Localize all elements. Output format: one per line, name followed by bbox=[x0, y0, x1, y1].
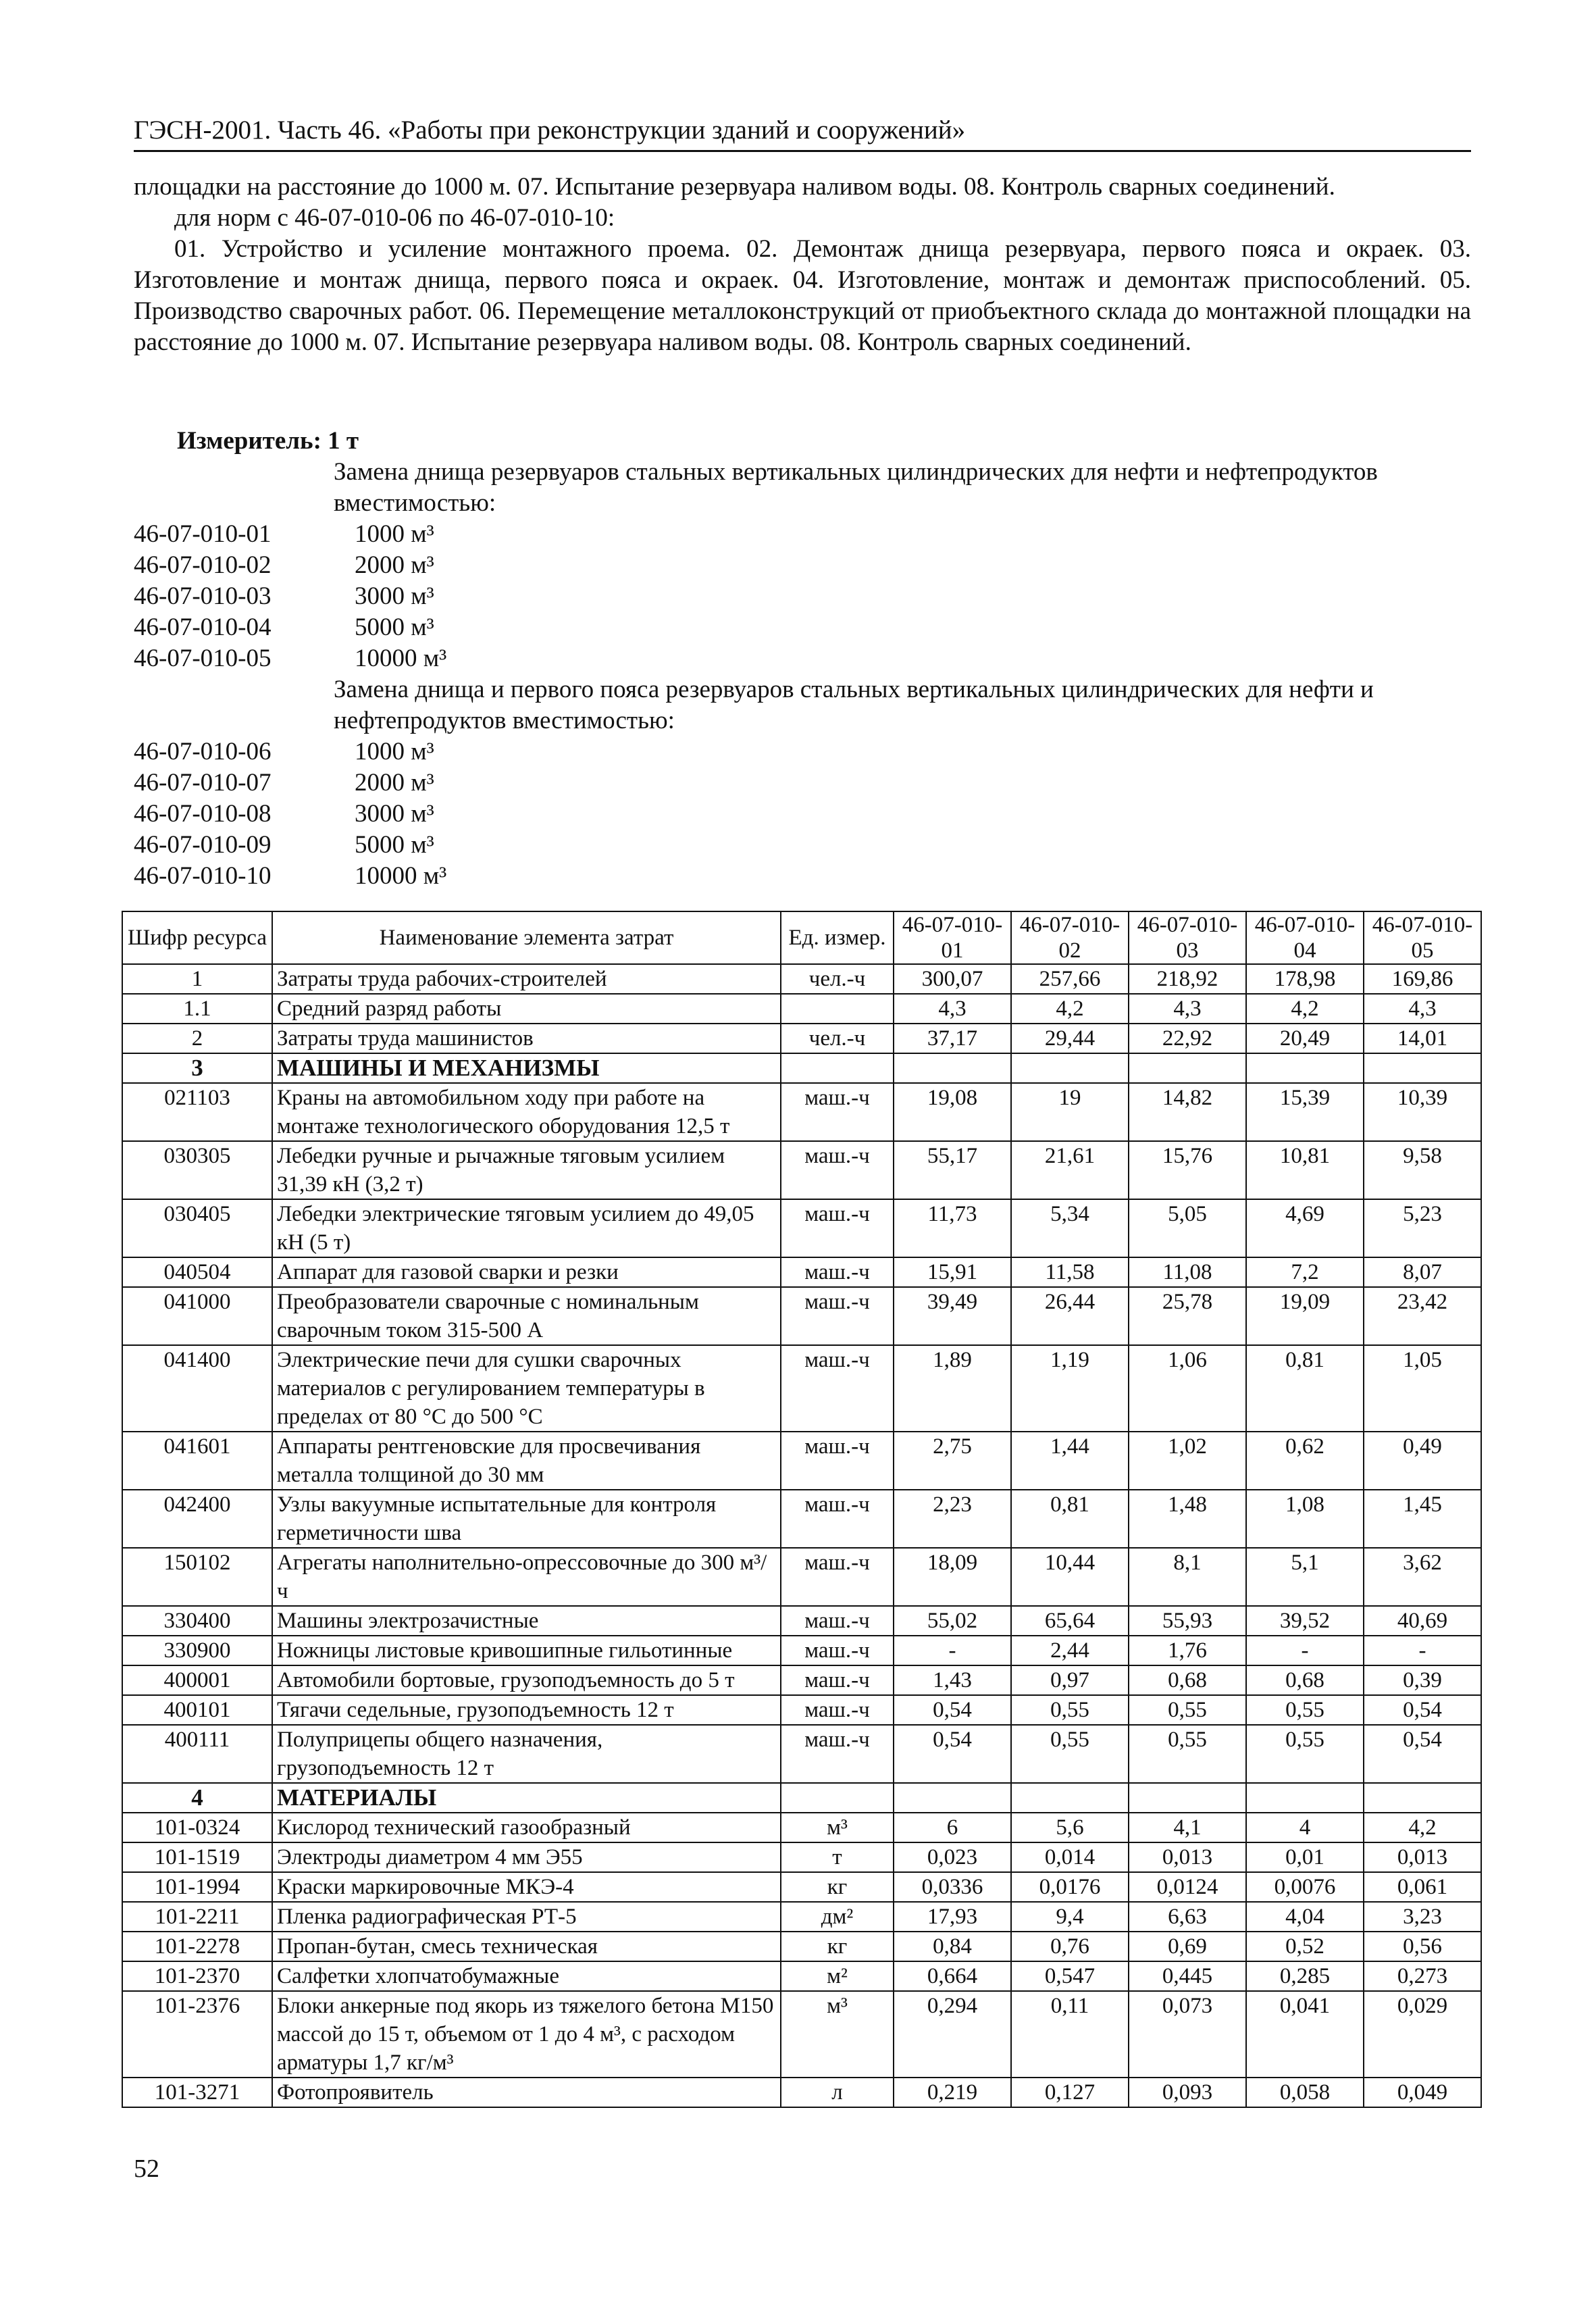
norm-value: 0,058 bbox=[1246, 2078, 1364, 2107]
norm-code-row bbox=[134, 643, 1478, 674]
norm-code: 46-07-010-02 bbox=[134, 551, 272, 579]
table-row bbox=[122, 2078, 1481, 2107]
norm-value: 23,42 bbox=[1364, 1287, 1481, 1345]
norm-value bbox=[894, 1053, 1011, 1083]
unit-cell: м³ bbox=[781, 1991, 894, 2078]
norm-value bbox=[1011, 1783, 1129, 1813]
norm-value: 0,013 bbox=[1129, 1842, 1246, 1872]
cost-element-name: Узлы вакуумные испытательные для контроля герметичности шва bbox=[272, 1490, 781, 1548]
resource-code: 042400 bbox=[122, 1490, 272, 1548]
norm-value: 0,55 bbox=[1011, 1695, 1129, 1725]
norm-value: 169,86 bbox=[1364, 964, 1481, 994]
norm-value: 14,01 bbox=[1364, 1024, 1481, 1053]
resource-code: 400111 bbox=[122, 1725, 272, 1783]
capacity: 10000 м³ bbox=[355, 862, 447, 890]
norm-value: 5,1 bbox=[1246, 1548, 1364, 1606]
norm-value bbox=[1246, 1053, 1364, 1083]
unit-cell: маш.-ч bbox=[781, 1490, 894, 1548]
norm-value: 0,69 bbox=[1129, 1932, 1246, 1961]
norm-value: 0,68 bbox=[1246, 1665, 1364, 1695]
resource-code: 101-2211 bbox=[122, 1902, 272, 1932]
norm-value: 0,0176 bbox=[1011, 1872, 1129, 1902]
norm-value: 0,041 bbox=[1246, 1991, 1364, 2078]
cost-element-name: Затраты труда машинистов bbox=[272, 1024, 781, 1053]
norm-value: 55,93 bbox=[1129, 1606, 1246, 1636]
unit-cell bbox=[781, 1053, 894, 1083]
norm-value: 1,06 bbox=[1129, 1345, 1246, 1432]
unit-cell: маш.-ч bbox=[781, 1345, 894, 1432]
norm-code-row bbox=[134, 550, 1478, 581]
norm-value: 218,92 bbox=[1129, 964, 1246, 994]
norm-code: 46-07-010-01 bbox=[134, 520, 272, 548]
group-title: Замена днища и первого пояса резервуаров стальных вертикальных цилиндрических для нефти и нефтепродуктов вместимостью: bbox=[334, 676, 1374, 734]
norm-value: 0,061 bbox=[1364, 1872, 1481, 1902]
cost-element-name: Полуприцепы общего назначения, грузоподъемность 12 т bbox=[272, 1725, 781, 1783]
norm-code-row bbox=[134, 768, 1478, 799]
norm-value: 15,76 bbox=[1129, 1141, 1246, 1199]
norm-value: 0,62 bbox=[1246, 1432, 1364, 1490]
norm-value: 1,89 bbox=[894, 1345, 1011, 1432]
table-row bbox=[122, 1636, 1481, 1665]
norm-value: 0,127 bbox=[1011, 2078, 1129, 2107]
norm-value: 7,2 bbox=[1246, 1257, 1364, 1287]
capacity: 5000 м³ bbox=[355, 613, 434, 641]
col-header-norm: 46-07-010-05 bbox=[1364, 911, 1481, 964]
unit-cell: маш.-ч bbox=[781, 1287, 894, 1345]
norm-codes-list bbox=[134, 457, 1478, 892]
norm-value: 1,19 bbox=[1011, 1345, 1129, 1432]
cost-element-name: Преобразователи сварочные с номинальным сварочным током 315-500 А bbox=[272, 1287, 781, 1345]
norm-code-row bbox=[134, 612, 1478, 643]
table-row bbox=[122, 1083, 1481, 1141]
norm-value: 0,76 bbox=[1011, 1932, 1129, 1961]
norm-value: 4,3 bbox=[1129, 994, 1246, 1024]
unit-cell bbox=[781, 1783, 894, 1813]
table-row bbox=[122, 1053, 1481, 1083]
norm-value bbox=[894, 1783, 1011, 1813]
table-row bbox=[122, 1961, 1481, 1991]
col-header-norm: 46-07-010-01 bbox=[894, 911, 1011, 964]
norm-value bbox=[1129, 1783, 1246, 1813]
resource-code: 101-1994 bbox=[122, 1872, 272, 1902]
norm-value: 0,97 bbox=[1011, 1665, 1129, 1695]
col-header-name: Наименование элемента затрат bbox=[272, 911, 781, 964]
norm-value: 1,48 bbox=[1129, 1490, 1246, 1548]
unit-cell: м³ bbox=[781, 1813, 894, 1842]
norm-code: 46-07-010-08 bbox=[134, 800, 272, 828]
cost-element-name: Кислород технический газообразный bbox=[272, 1813, 781, 1842]
cost-element-name: Автомобили бортовые, грузоподъемность до 5 т bbox=[272, 1665, 781, 1695]
resource-code: 400001 bbox=[122, 1665, 272, 1695]
norm-value: 14,82 bbox=[1129, 1083, 1246, 1141]
norm-value: 0,54 bbox=[1364, 1695, 1481, 1725]
norm-value: 8,07 bbox=[1364, 1257, 1481, 1287]
group-title: Замена днища резервуаров стальных вертикальных цилиндрических для нефти и нефтепродуктов вместимостью: bbox=[334, 458, 1378, 517]
capacity: 2000 м³ bbox=[355, 769, 434, 797]
capacity: 10000 м³ bbox=[355, 645, 447, 672]
norm-value: 1,02 bbox=[1129, 1432, 1246, 1490]
cost-element-name: Аппараты рентгеновские для просвечивания металла толщиной до 30 мм bbox=[272, 1432, 781, 1490]
norm-value: 10,39 bbox=[1364, 1083, 1481, 1141]
norm-value: 0,0336 bbox=[894, 1872, 1011, 1902]
table-header-row bbox=[122, 911, 1481, 964]
norm-code-row bbox=[134, 581, 1478, 612]
norm-value: 0,049 bbox=[1364, 2078, 1481, 2107]
unit-cell: маш.-ч bbox=[781, 1432, 894, 1490]
norm-value: 0,84 bbox=[894, 1932, 1011, 1961]
cost-element-name: Пропан-бутан, смесь техническая bbox=[272, 1932, 781, 1961]
unit-cell: маш.-ч bbox=[781, 1199, 894, 1257]
cost-element-name: Краны на автомобильном ходу при работе на монтаже технологического оборудования 12,5 т bbox=[272, 1083, 781, 1141]
work-description bbox=[134, 172, 1471, 358]
norm-value: 21,61 bbox=[1011, 1141, 1129, 1199]
norm-value: 1,44 bbox=[1011, 1432, 1129, 1490]
unit-cell: маш.-ч bbox=[781, 1257, 894, 1287]
norm-value bbox=[1364, 1783, 1481, 1813]
unit-cell: кг bbox=[781, 1872, 894, 1902]
norm-value: 55,02 bbox=[894, 1606, 1011, 1636]
col-header-unit: Ед. измер. bbox=[781, 911, 894, 964]
norm-value: 17,93 bbox=[894, 1902, 1011, 1932]
norm-value: 4,1 bbox=[1129, 1813, 1246, 1842]
table-row bbox=[122, 1665, 1481, 1695]
norm-value: 0,39 bbox=[1364, 1665, 1481, 1695]
col-header-norm: 46-07-010-03 bbox=[1129, 911, 1246, 964]
norm-value: 4,69 bbox=[1246, 1199, 1364, 1257]
norm-value: 20,49 bbox=[1246, 1024, 1364, 1053]
norm-code-row bbox=[134, 736, 1478, 768]
norm-value: 0,56 bbox=[1364, 1932, 1481, 1961]
norm-value: 0,81 bbox=[1011, 1490, 1129, 1548]
resource-code: 1 bbox=[122, 964, 272, 994]
norm-code-row bbox=[134, 830, 1478, 861]
resource-code: 041601 bbox=[122, 1432, 272, 1490]
table-row bbox=[122, 1287, 1481, 1345]
norm-value: 1,05 bbox=[1364, 1345, 1481, 1432]
norm-value: 5,23 bbox=[1364, 1199, 1481, 1257]
cost-element-name: Электрические печи для сушки сварочных материалов с регулированием температуры в пределах от 80 °С до 500 °С bbox=[272, 1345, 781, 1432]
capacity: 3000 м³ bbox=[355, 582, 434, 610]
cost-element-name: Блоки анкерные под якорь из тяжелого бетона М150 массой до 15 т, объемом от 1 до 4 м³, с расходом арматуры 1,7 кг/м³ bbox=[272, 1991, 781, 2078]
resource-code: 041000 bbox=[122, 1287, 272, 1345]
resource-code: 101-0324 bbox=[122, 1813, 272, 1842]
norm-value: 4,2 bbox=[1364, 1813, 1481, 1842]
norm-value: 0,664 bbox=[894, 1961, 1011, 1991]
norm-value: 0,445 bbox=[1129, 1961, 1246, 1991]
unit-cell: м² bbox=[781, 1961, 894, 1991]
table-row bbox=[122, 1842, 1481, 1872]
resource-code: 101-2370 bbox=[122, 1961, 272, 1991]
resource-code: 101-3271 bbox=[122, 2078, 272, 2107]
norm-value: 300,07 bbox=[894, 964, 1011, 994]
norm-value: 0,54 bbox=[894, 1695, 1011, 1725]
resource-code: 2 bbox=[122, 1024, 272, 1053]
cost-element-name: МАТЕРИАЛЫ bbox=[272, 1783, 781, 1813]
table-row bbox=[122, 1024, 1481, 1053]
unit-cell: маш.-ч bbox=[781, 1141, 894, 1199]
norm-value: 3,62 bbox=[1364, 1548, 1481, 1606]
norm-value: 39,49 bbox=[894, 1287, 1011, 1345]
norm-code: 46-07-010-09 bbox=[134, 831, 272, 859]
unit-cell: маш.-ч bbox=[781, 1665, 894, 1695]
norm-value: 0,073 bbox=[1129, 1991, 1246, 2078]
norm-value: 0,55 bbox=[1246, 1725, 1364, 1783]
norm-value: - bbox=[894, 1636, 1011, 1665]
norm-value: 1,76 bbox=[1129, 1636, 1246, 1665]
table-row bbox=[122, 1902, 1481, 1932]
norm-value: 18,09 bbox=[894, 1548, 1011, 1606]
table-body bbox=[122, 964, 1481, 2107]
capacity: 2000 м³ bbox=[355, 551, 434, 579]
norm-value: 8,1 bbox=[1129, 1548, 1246, 1606]
norm-value: 19 bbox=[1011, 1083, 1129, 1141]
cost-element-name: Электроды диаметром 4 мм Э55 bbox=[272, 1842, 781, 1872]
col-header-norm: 46-07-010-02 bbox=[1011, 911, 1129, 964]
norm-value: 5,34 bbox=[1011, 1199, 1129, 1257]
unit-cell: маш.-ч bbox=[781, 1636, 894, 1665]
norm-value: 0,219 bbox=[894, 2078, 1011, 2107]
norm-value: 0,54 bbox=[894, 1725, 1011, 1783]
norm-value: 0,029 bbox=[1364, 1991, 1481, 2078]
norm-value: 19,08 bbox=[894, 1083, 1011, 1141]
norm-value: 4,2 bbox=[1246, 994, 1364, 1024]
norm-value: 0,52 bbox=[1246, 1932, 1364, 1961]
norm-code-row bbox=[134, 861, 1478, 892]
norm-value: 39,52 bbox=[1246, 1606, 1364, 1636]
norm-value: 5,6 bbox=[1011, 1813, 1129, 1842]
capacity: 1000 м³ bbox=[355, 520, 434, 548]
norm-code: 46-07-010-04 bbox=[134, 613, 272, 641]
norm-value: 0,023 bbox=[894, 1842, 1011, 1872]
norm-value: 0,294 bbox=[894, 1991, 1011, 2078]
table-row bbox=[122, 1695, 1481, 1725]
cost-element-name: Краски маркировочные МКЭ-4 bbox=[272, 1872, 781, 1902]
norm-value: 40,69 bbox=[1364, 1606, 1481, 1636]
norm-value bbox=[1129, 1053, 1246, 1083]
cost-element-name: Тягачи седельные, грузоподъемность 12 т bbox=[272, 1695, 781, 1725]
table-row bbox=[122, 1783, 1481, 1813]
cost-element-name: Агрегаты наполнительно-опрессовочные до 300 м³/ч bbox=[272, 1548, 781, 1606]
unit-cell: чел.-ч bbox=[781, 964, 894, 994]
norm-value: 0,68 bbox=[1129, 1665, 1246, 1695]
cost-element-name: Салфетки хлопчатобумажные bbox=[272, 1961, 781, 1991]
norm-value: 0,55 bbox=[1129, 1725, 1246, 1783]
norm-value: 0,093 bbox=[1129, 2078, 1246, 2107]
norm-value bbox=[1246, 1783, 1364, 1813]
norm-value: 4,2 bbox=[1011, 994, 1129, 1024]
unit-cell bbox=[781, 994, 894, 1024]
table-row bbox=[122, 1725, 1481, 1783]
unit-cell: маш.-ч bbox=[781, 1548, 894, 1606]
cost-element-name: Пленка радиографическая РТ-5 bbox=[272, 1902, 781, 1932]
page-number: 52 bbox=[134, 2155, 159, 2183]
resource-code: 021103 bbox=[122, 1083, 272, 1141]
norm-value: 29,44 bbox=[1011, 1024, 1129, 1053]
table-row bbox=[122, 1813, 1481, 1842]
col-header-code: Шифр ресурса bbox=[122, 911, 272, 964]
norm-value: 15,39 bbox=[1246, 1083, 1364, 1141]
table-row bbox=[122, 1345, 1481, 1432]
cost-element-name: Аппарат для газовой сварки и резки bbox=[272, 1257, 781, 1287]
resource-norms-table bbox=[122, 911, 1482, 2108]
norm-value: 4,04 bbox=[1246, 1902, 1364, 1932]
resource-code: 040504 bbox=[122, 1257, 272, 1287]
norm-value: 257,66 bbox=[1011, 964, 1129, 994]
resource-code: 041400 bbox=[122, 1345, 272, 1432]
resource-code: 101-2376 bbox=[122, 1991, 272, 2078]
norm-value: 11,08 bbox=[1129, 1257, 1246, 1287]
norm-code: 46-07-010-10 bbox=[134, 862, 272, 890]
cost-element-name: МАШИНЫ И МЕХАНИЗМЫ bbox=[272, 1053, 781, 1083]
table-row bbox=[122, 1432, 1481, 1490]
norm-value: 0,11 bbox=[1011, 1991, 1129, 2078]
cost-element-name: Средний разряд работы bbox=[272, 994, 781, 1024]
norm-value bbox=[1011, 1053, 1129, 1083]
norm-value: 10,81 bbox=[1246, 1141, 1364, 1199]
norm-value: 2,75 bbox=[894, 1432, 1011, 1490]
intro-paragraph-1: площадки на расстояние до 1000 м. 07. Испытание резервуара наливом воды. 08. Контроль сварных соединений. bbox=[134, 173, 1335, 201]
unit-cell: л bbox=[781, 2078, 894, 2107]
table-row bbox=[122, 994, 1481, 1024]
norm-value: 1,43 bbox=[894, 1665, 1011, 1695]
cost-element-name: Машины электрозачистные bbox=[272, 1606, 781, 1636]
norm-value: 1,08 bbox=[1246, 1490, 1364, 1548]
resource-code: 330900 bbox=[122, 1636, 272, 1665]
resource-code: 4 bbox=[122, 1783, 272, 1813]
table-row bbox=[122, 1872, 1481, 1902]
norm-value: 11,58 bbox=[1011, 1257, 1129, 1287]
unit-cell: т bbox=[781, 1842, 894, 1872]
cost-element-name: Фотопроявитель bbox=[272, 2078, 781, 2107]
resource-code: 1.1 bbox=[122, 994, 272, 1024]
cost-element-name: Лебедки электрические тяговым усилием до 49,05 кН (5 т) bbox=[272, 1199, 781, 1257]
table-row bbox=[122, 1141, 1481, 1199]
unit-cell: чел.-ч bbox=[781, 1024, 894, 1053]
resource-code: 3 bbox=[122, 1053, 272, 1083]
norm-value: 0,81 bbox=[1246, 1345, 1364, 1432]
table-row bbox=[122, 1490, 1481, 1548]
resource-code: 101-2278 bbox=[122, 1932, 272, 1961]
norm-value: 6 bbox=[894, 1813, 1011, 1842]
norm-value: 65,64 bbox=[1011, 1606, 1129, 1636]
resource-code: 030405 bbox=[122, 1199, 272, 1257]
intro-paragraph-3: 01. Устройство и усиление монтажного проема. 02. Демонтаж днища резервуара, первого пояса и окраек. 03. Изготовление и монтаж днища, первого пояса и окраек. 04. Изготовление, монтаж и демонтаж приспособлений. 05. Производство сварочных работ. 06. Перемещение металлоконструкций от приобъектного склада до монтажной площадки на расстояние до 1000 м. 07. Испытание резервуара наливом воды. 08. Контроль сварных соединений. bbox=[134, 235, 1471, 356]
norm-value: 9,58 bbox=[1364, 1141, 1481, 1199]
norm-value: 26,44 bbox=[1011, 1287, 1129, 1345]
unit-cell: дм² bbox=[781, 1902, 894, 1932]
intro-paragraph-2: для норм с 46-07-010-06 по 46-07-010-10: bbox=[174, 204, 615, 232]
cost-element-name: Ножницы листовые кривошипные гильотинные bbox=[272, 1636, 781, 1665]
norm-value: 0,013 bbox=[1364, 1842, 1481, 1872]
norm-value: 1,45 bbox=[1364, 1490, 1481, 1548]
norm-value: - bbox=[1246, 1636, 1364, 1665]
norm-value bbox=[1364, 1053, 1481, 1083]
table-row bbox=[122, 1991, 1481, 2078]
norm-value: 10,44 bbox=[1011, 1548, 1129, 1606]
norm-value: 0,273 bbox=[1364, 1961, 1481, 1991]
norm-value: 2,23 bbox=[894, 1490, 1011, 1548]
norm-value: 15,91 bbox=[894, 1257, 1011, 1287]
unit-cell: маш.-ч bbox=[781, 1606, 894, 1636]
unit-cell: маш.-ч bbox=[781, 1725, 894, 1783]
norm-value: 19,09 bbox=[1246, 1287, 1364, 1345]
norm-value: 9,4 bbox=[1011, 1902, 1129, 1932]
norm-value: 178,98 bbox=[1246, 964, 1364, 994]
norm-value: 22,92 bbox=[1129, 1024, 1246, 1053]
norm-value: 5,05 bbox=[1129, 1199, 1246, 1257]
norm-value: 0,014 bbox=[1011, 1842, 1129, 1872]
table-row bbox=[122, 1932, 1481, 1961]
norm-value: 0,54 bbox=[1364, 1725, 1481, 1783]
norm-value: 3,23 bbox=[1364, 1902, 1481, 1932]
col-header-norm: 46-07-010-04 bbox=[1246, 911, 1364, 964]
table-row bbox=[122, 1548, 1481, 1606]
unit-cell: маш.-ч bbox=[781, 1083, 894, 1141]
norm-value: 4,3 bbox=[894, 994, 1011, 1024]
norm-value: - bbox=[1364, 1636, 1481, 1665]
running-header: ГЭСН-2001. Часть 46. «Работы при реконструкции зданий и сооружений» bbox=[134, 114, 1471, 152]
norm-code: 46-07-010-07 bbox=[134, 769, 272, 797]
unit-cell: кг bbox=[781, 1932, 894, 1961]
norm-value: 0,55 bbox=[1246, 1695, 1364, 1725]
norm-value: 0,0076 bbox=[1246, 1872, 1364, 1902]
table-row bbox=[122, 1199, 1481, 1257]
norm-value: 0,01 bbox=[1246, 1842, 1364, 1872]
norm-value: 0,547 bbox=[1011, 1961, 1129, 1991]
unit-of-measure: Измеритель: 1 т bbox=[177, 427, 359, 455]
capacity: 5000 м³ bbox=[355, 831, 434, 859]
unit-cell: маш.-ч bbox=[781, 1695, 894, 1725]
norm-value: 4 bbox=[1246, 1813, 1364, 1842]
norm-value: 37,17 bbox=[894, 1024, 1011, 1053]
resource-code: 150102 bbox=[122, 1548, 272, 1606]
resource-code: 330400 bbox=[122, 1606, 272, 1636]
norm-value: 55,17 bbox=[894, 1141, 1011, 1199]
norm-code-row bbox=[134, 799, 1478, 830]
norm-code: 46-07-010-03 bbox=[134, 582, 272, 610]
cost-element-name: Лебедки ручные и рычажные тяговым усилием 31,39 кН (3,2 т) bbox=[272, 1141, 781, 1199]
norm-value: 0,0124 bbox=[1129, 1872, 1246, 1902]
resource-code: 030305 bbox=[122, 1141, 272, 1199]
norm-value: 0,55 bbox=[1129, 1695, 1246, 1725]
capacity: 3000 м³ bbox=[355, 800, 434, 828]
table-row bbox=[122, 964, 1481, 994]
norm-code: 46-07-010-05 bbox=[134, 645, 272, 672]
norm-value: 4,3 bbox=[1364, 994, 1481, 1024]
resource-code: 400101 bbox=[122, 1695, 272, 1725]
norm-value: 25,78 bbox=[1129, 1287, 1246, 1345]
capacity: 1000 м³ bbox=[355, 738, 434, 765]
resource-code: 101-1519 bbox=[122, 1842, 272, 1872]
norm-value: 6,63 bbox=[1129, 1902, 1246, 1932]
norm-value: 0,49 bbox=[1364, 1432, 1481, 1490]
norm-value: 0,55 bbox=[1011, 1725, 1129, 1783]
norm-value: 11,73 bbox=[894, 1199, 1011, 1257]
table-row bbox=[122, 1606, 1481, 1636]
norm-code: 46-07-010-06 bbox=[134, 738, 272, 765]
norm-value: 0,285 bbox=[1246, 1961, 1364, 1991]
cost-element-name: Затраты труда рабочих-строителей bbox=[272, 964, 781, 994]
norm-value: 2,44 bbox=[1011, 1636, 1129, 1665]
table-row bbox=[122, 1257, 1481, 1287]
norm-code-row bbox=[134, 519, 1478, 550]
